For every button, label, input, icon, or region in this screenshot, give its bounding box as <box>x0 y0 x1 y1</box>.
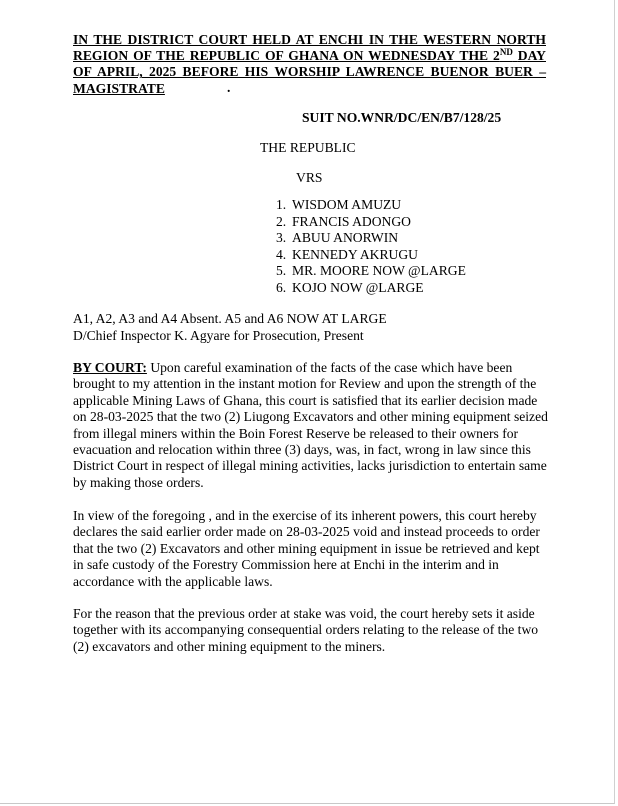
ruling-text-1: Upon careful examination of the facts of the case which have been brought to my attention in the instant motion for Review and upon the strength of the applicable Mining Laws of Ghana, this court is satisfied that its earlier decision made on 28-03-2025 that the two (2) Liugong Excavators and other mining equipment seized from illegal miners within the Boin Forest Reserve be released to their owners for evacuation and relocation within three (3) days, was, in fact, wrong in law since this District Court in respect of illegal mining activities, lacks jurisdiction to entertain same by making those orders. <box>73 360 548 490</box>
by-court-label: BY COURT: <box>73 360 147 375</box>
ruling-paragraph-2: In view of the foregoing , and in the exercise of its inherent powers, this court hereby declares the said earlier order made on 28-03-2025 void and instead proceeds to order that the two (2) Excavators and other mining equipment in issue be retrieved and kept in safe custody of the Forestry Commission here at Enchi in the interim and in accordance with the applicable laws. <box>73 508 540 589</box>
list-number: 3. <box>276 230 287 245</box>
accused-list <box>276 197 466 296</box>
prosecution-note: D/Chief Inspector K. Agyare for Prosecution, Present <box>73 328 364 343</box>
accused-name: KOJO NOW @LARGE <box>292 279 424 295</box>
accused-name: ABUU ANORWIN <box>292 230 399 245</box>
heading-line-4: BUER – MAGISTRATE <box>73 64 546 96</box>
heading-superscript: ND <box>499 47 513 58</box>
list-item <box>276 230 466 247</box>
accused-name: WISDOM AMUZU <box>292 197 402 212</box>
accused-name: MR. MOORE NOW @LARGE <box>292 263 466 278</box>
court-heading <box>73 32 546 97</box>
ruling-paragraph-3: For the reason that the previous order at stake was void, the court hereby sets it aside together with its accompanying consequential orders relating to the release of the two (2) excavators and other mining equipment to the miners. <box>73 606 539 654</box>
list-item <box>276 214 466 231</box>
list-number: 4. <box>276 246 287 262</box>
heading-line-1: IN THE DISTRICT COURT HELD AT ENCHI IN THE WESTERN NORTH <box>73 32 546 47</box>
list-item <box>276 247 466 264</box>
accused-name: KENNEDY AKRUGU <box>292 246 418 262</box>
versus-label: VRS <box>296 170 323 185</box>
attendance-note: A1, A2, A3 and A4 Absent. A5 and A6 NOW AT LARGE <box>73 311 387 326</box>
list-number: 1. <box>276 197 287 212</box>
accused-name: FRANCIS ADONGO <box>292 213 411 229</box>
list-number: 5. <box>276 263 287 278</box>
heading-line-3: DAY OF APRIL, 2025 BEFORE HIS WORSHIP LAWRENCE BUENOR <box>73 48 546 80</box>
list-number: 6. <box>276 279 287 295</box>
list-item <box>276 263 466 280</box>
ruling-paragraph-1 <box>73 360 549 491</box>
plaintiff-name: THE REPUBLIC <box>260 140 356 155</box>
list-number: 2. <box>276 213 287 229</box>
suit-number: SUIT NO.WNR/DC/EN/B7/128/25 <box>302 110 502 125</box>
heading-line-2: REGION OF THE REPUBLIC OF GHANA ON WEDNESDAY THE 2 <box>73 48 500 64</box>
list-item <box>276 197 466 214</box>
list-item <box>276 280 466 297</box>
heading-period: . <box>227 80 231 95</box>
